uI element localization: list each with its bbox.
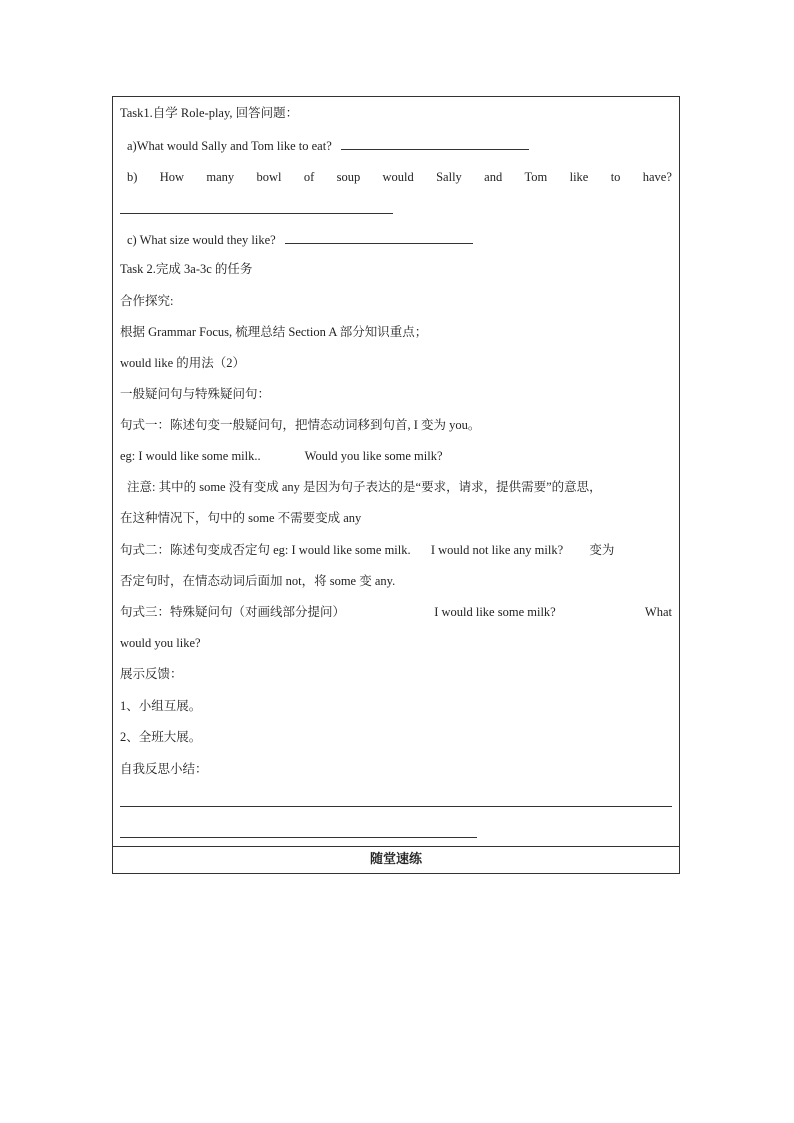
question-b-word: like xyxy=(569,170,589,184)
example-question: Would you like some milk? xyxy=(304,449,443,463)
question-b-word: would xyxy=(382,170,414,184)
question-c xyxy=(127,231,672,248)
reflection-blank-line-2[interactable] xyxy=(120,837,477,838)
question-b-word: soup xyxy=(336,170,361,184)
explore-heading: 合作探究: xyxy=(120,294,174,308)
question-b-word: bowl xyxy=(256,170,282,184)
question-a-text: a)What would Sally and Tom like to eat? xyxy=(127,139,332,153)
question-types-heading: 一般疑问句与特殊疑问句： xyxy=(120,387,271,401)
pattern3-heading: 句式三：特殊疑问句（对画线部分提问） xyxy=(120,605,346,619)
answer-b-blank[interactable] xyxy=(120,213,393,214)
reflection-heading: 自我反思小结： xyxy=(120,762,208,776)
question-a xyxy=(127,137,672,154)
pattern2-line1 xyxy=(120,542,672,558)
usage-heading: would like 的用法（2） xyxy=(120,356,245,370)
question-b-word: Sally xyxy=(436,170,462,184)
pattern2-line2: 否定句时，在情态动词后面加 not，将 some 变 any. xyxy=(120,574,396,588)
pattern2-negative: I would not like any milk? xyxy=(430,543,564,557)
question-b-word: How xyxy=(159,170,185,184)
grammar-focus-line: 根据 Grammar Focus, 梳理总结 Section A 部分知识重点； xyxy=(120,325,428,339)
reflection-blank-line-1[interactable] xyxy=(120,806,672,807)
worksheet-table xyxy=(112,96,680,874)
question-b-word: of xyxy=(303,170,315,184)
pattern3-line1 xyxy=(120,604,672,620)
note-line2: 在这种情况下，句中的 some 不需要变成 any xyxy=(120,511,362,525)
question-b-word: many xyxy=(206,170,235,184)
question-b-word: Tom xyxy=(524,170,548,184)
note-line1: 注意: 其中的 some 没有变成 any 是因为句子表达的是“要求，请求，提供需要”的意思， xyxy=(127,480,602,494)
pattern3-what: What xyxy=(644,605,672,619)
pattern3-example: I would like some milk? xyxy=(434,605,556,619)
pattern1-text: 句式一：陈述句变一般疑问句，把情态动词移到句首, I 变为 you。 xyxy=(120,418,481,432)
question-b-word: to xyxy=(610,170,621,184)
task1-title: Task1.自学 Role-play, 回答问题： xyxy=(120,106,299,120)
question-b xyxy=(127,169,672,185)
pattern2-statement: 句式二：陈述句变成否定句 eg: I would like some milk. xyxy=(120,543,411,557)
question-b-word: have? xyxy=(642,170,672,184)
pattern1-example xyxy=(120,448,672,464)
question-c-text: c) What size would they like? xyxy=(127,233,276,247)
practice-section-title: 随堂速练 xyxy=(369,851,422,866)
feedback-heading: 展示反馈： xyxy=(120,667,183,681)
example-statement: eg: I would like some milk.. xyxy=(120,449,261,463)
pattern2-continue: 变为 xyxy=(589,543,615,557)
question-b-word: b) xyxy=(127,170,138,184)
feedback-item-1: 1、小组互展。 xyxy=(120,699,202,713)
question-b-word: and xyxy=(484,170,503,184)
task2-title: Task 2.完成 3a-3c 的任务 xyxy=(120,262,253,276)
feedback-item-2: 2、全班大展。 xyxy=(120,730,202,744)
answer-c-blank[interactable] xyxy=(285,231,473,244)
answer-a-blank[interactable] xyxy=(341,137,529,150)
pattern3-line2: would you like? xyxy=(120,636,201,650)
